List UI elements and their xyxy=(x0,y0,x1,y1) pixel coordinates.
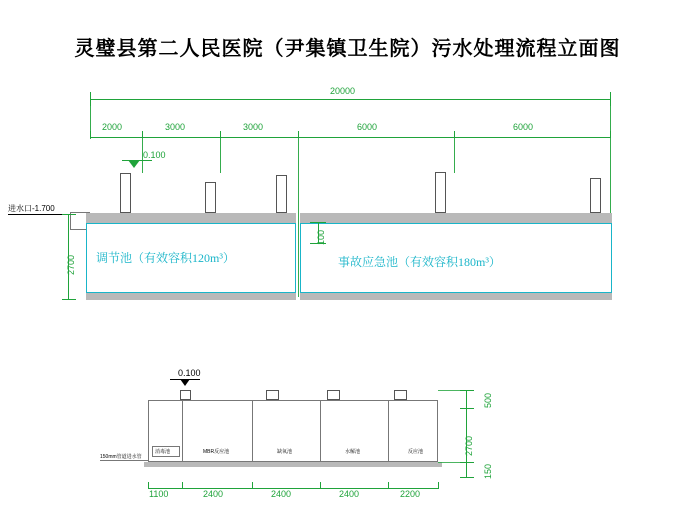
lower-right-tick-mid1 xyxy=(460,408,474,409)
upper-seg-label-1: 3000 xyxy=(165,122,186,132)
ext-line-4 xyxy=(454,137,455,173)
pipe-leader-line xyxy=(100,460,148,461)
cell-label-4: 反应池 xyxy=(408,449,424,455)
lower-divider-4 xyxy=(388,400,389,462)
cell-label-0: 消毒池 xyxy=(155,449,171,455)
tank2-top-slab xyxy=(300,213,612,223)
riser-3 xyxy=(276,175,287,213)
lower-riser-2 xyxy=(266,390,279,400)
tank1-bottom-slab xyxy=(86,293,296,300)
lower-dim-label-2: 2400 xyxy=(271,489,292,499)
cell-label-3: 水解池 xyxy=(345,449,361,455)
upper-total-dim-label: 20000 xyxy=(330,86,356,96)
lower-level-triangle-icon xyxy=(180,379,190,386)
upper-total-dimline xyxy=(90,99,610,100)
inlet-label: 进水口-1.700 xyxy=(8,204,55,213)
lower-riser-4 xyxy=(394,390,407,400)
lower-dim-label-3: 2400 xyxy=(339,489,360,499)
pipe-inlet-label: 150mm管道进水管 xyxy=(100,454,142,460)
lower-tick-4 xyxy=(388,482,389,489)
lower-right-dim-1: 2700 xyxy=(464,435,474,456)
lower-right-dim-0: 500 xyxy=(483,392,493,408)
lower-dim-label-4: 2200 xyxy=(400,489,421,499)
lower-divider-3 xyxy=(320,400,321,462)
upper-seg-label-2: 3000 xyxy=(243,122,264,132)
tank2-bottom-slab xyxy=(300,293,612,300)
upper-segment-dimline xyxy=(90,137,610,138)
cell-label-1: MBR反应池 xyxy=(203,449,230,455)
upper-seg-label-0: 2000 xyxy=(102,122,123,132)
upper-height-label: 2700 xyxy=(66,254,76,275)
lower-right-dim-2: 150 xyxy=(483,463,493,479)
ext-line-3 xyxy=(298,137,299,297)
riser-2 xyxy=(205,182,216,213)
ext-line-2 xyxy=(220,137,221,173)
upper-level-triangle-icon xyxy=(128,160,140,168)
inlet-leader-line xyxy=(8,214,70,215)
lower-dim-label-0: 1100 xyxy=(149,489,169,499)
cell-label-2: 缺氧池 xyxy=(277,449,293,455)
upper-seg-label-3: 6000 xyxy=(357,122,378,132)
lower-divider-2 xyxy=(252,400,253,462)
upper-height-tick-top xyxy=(62,214,76,215)
lower-level-label: 0.100 xyxy=(178,368,201,378)
lower-tick-0 xyxy=(148,482,149,489)
lower-tick-1 xyxy=(182,482,183,489)
small-dim-label: 100 xyxy=(316,229,326,245)
riser-1 xyxy=(120,173,131,213)
lower-ext-top xyxy=(438,390,466,391)
riser-4 xyxy=(435,172,446,213)
lower-tick-2 xyxy=(252,482,253,489)
tank1-top-slab xyxy=(86,213,296,223)
lower-bottom-slab xyxy=(144,462,442,467)
tank2-label: 事故应急池（有效容积180m³） xyxy=(338,255,501,269)
lower-right-dimline xyxy=(466,390,467,478)
lower-bottom-dimline xyxy=(148,488,438,489)
upper-level-label: 0.100 xyxy=(143,150,166,160)
page-title: 灵璧县第二人民医院（尹集镇卫生院）污水处理流程立面图 xyxy=(74,38,621,60)
ext-line-0 xyxy=(90,99,91,139)
lower-tick-3 xyxy=(320,482,321,489)
lower-riser-3 xyxy=(327,390,340,400)
lower-unit-body xyxy=(148,400,438,462)
lower-right-tick-bottom xyxy=(460,477,474,478)
lower-riser-1 xyxy=(180,390,191,400)
tank1-label: 调节池（有效容积120m³） xyxy=(96,251,235,265)
upper-seg-label-4: 6000 xyxy=(513,122,534,132)
lower-dim-label-1: 2400 xyxy=(203,489,224,499)
lower-ext-bottom xyxy=(438,462,466,463)
lower-tick-5 xyxy=(438,482,439,489)
riser-5 xyxy=(590,178,601,213)
lower-divider-1 xyxy=(182,400,183,462)
upper-level-line xyxy=(122,160,152,161)
upper-height-tick-bottom xyxy=(62,299,76,300)
